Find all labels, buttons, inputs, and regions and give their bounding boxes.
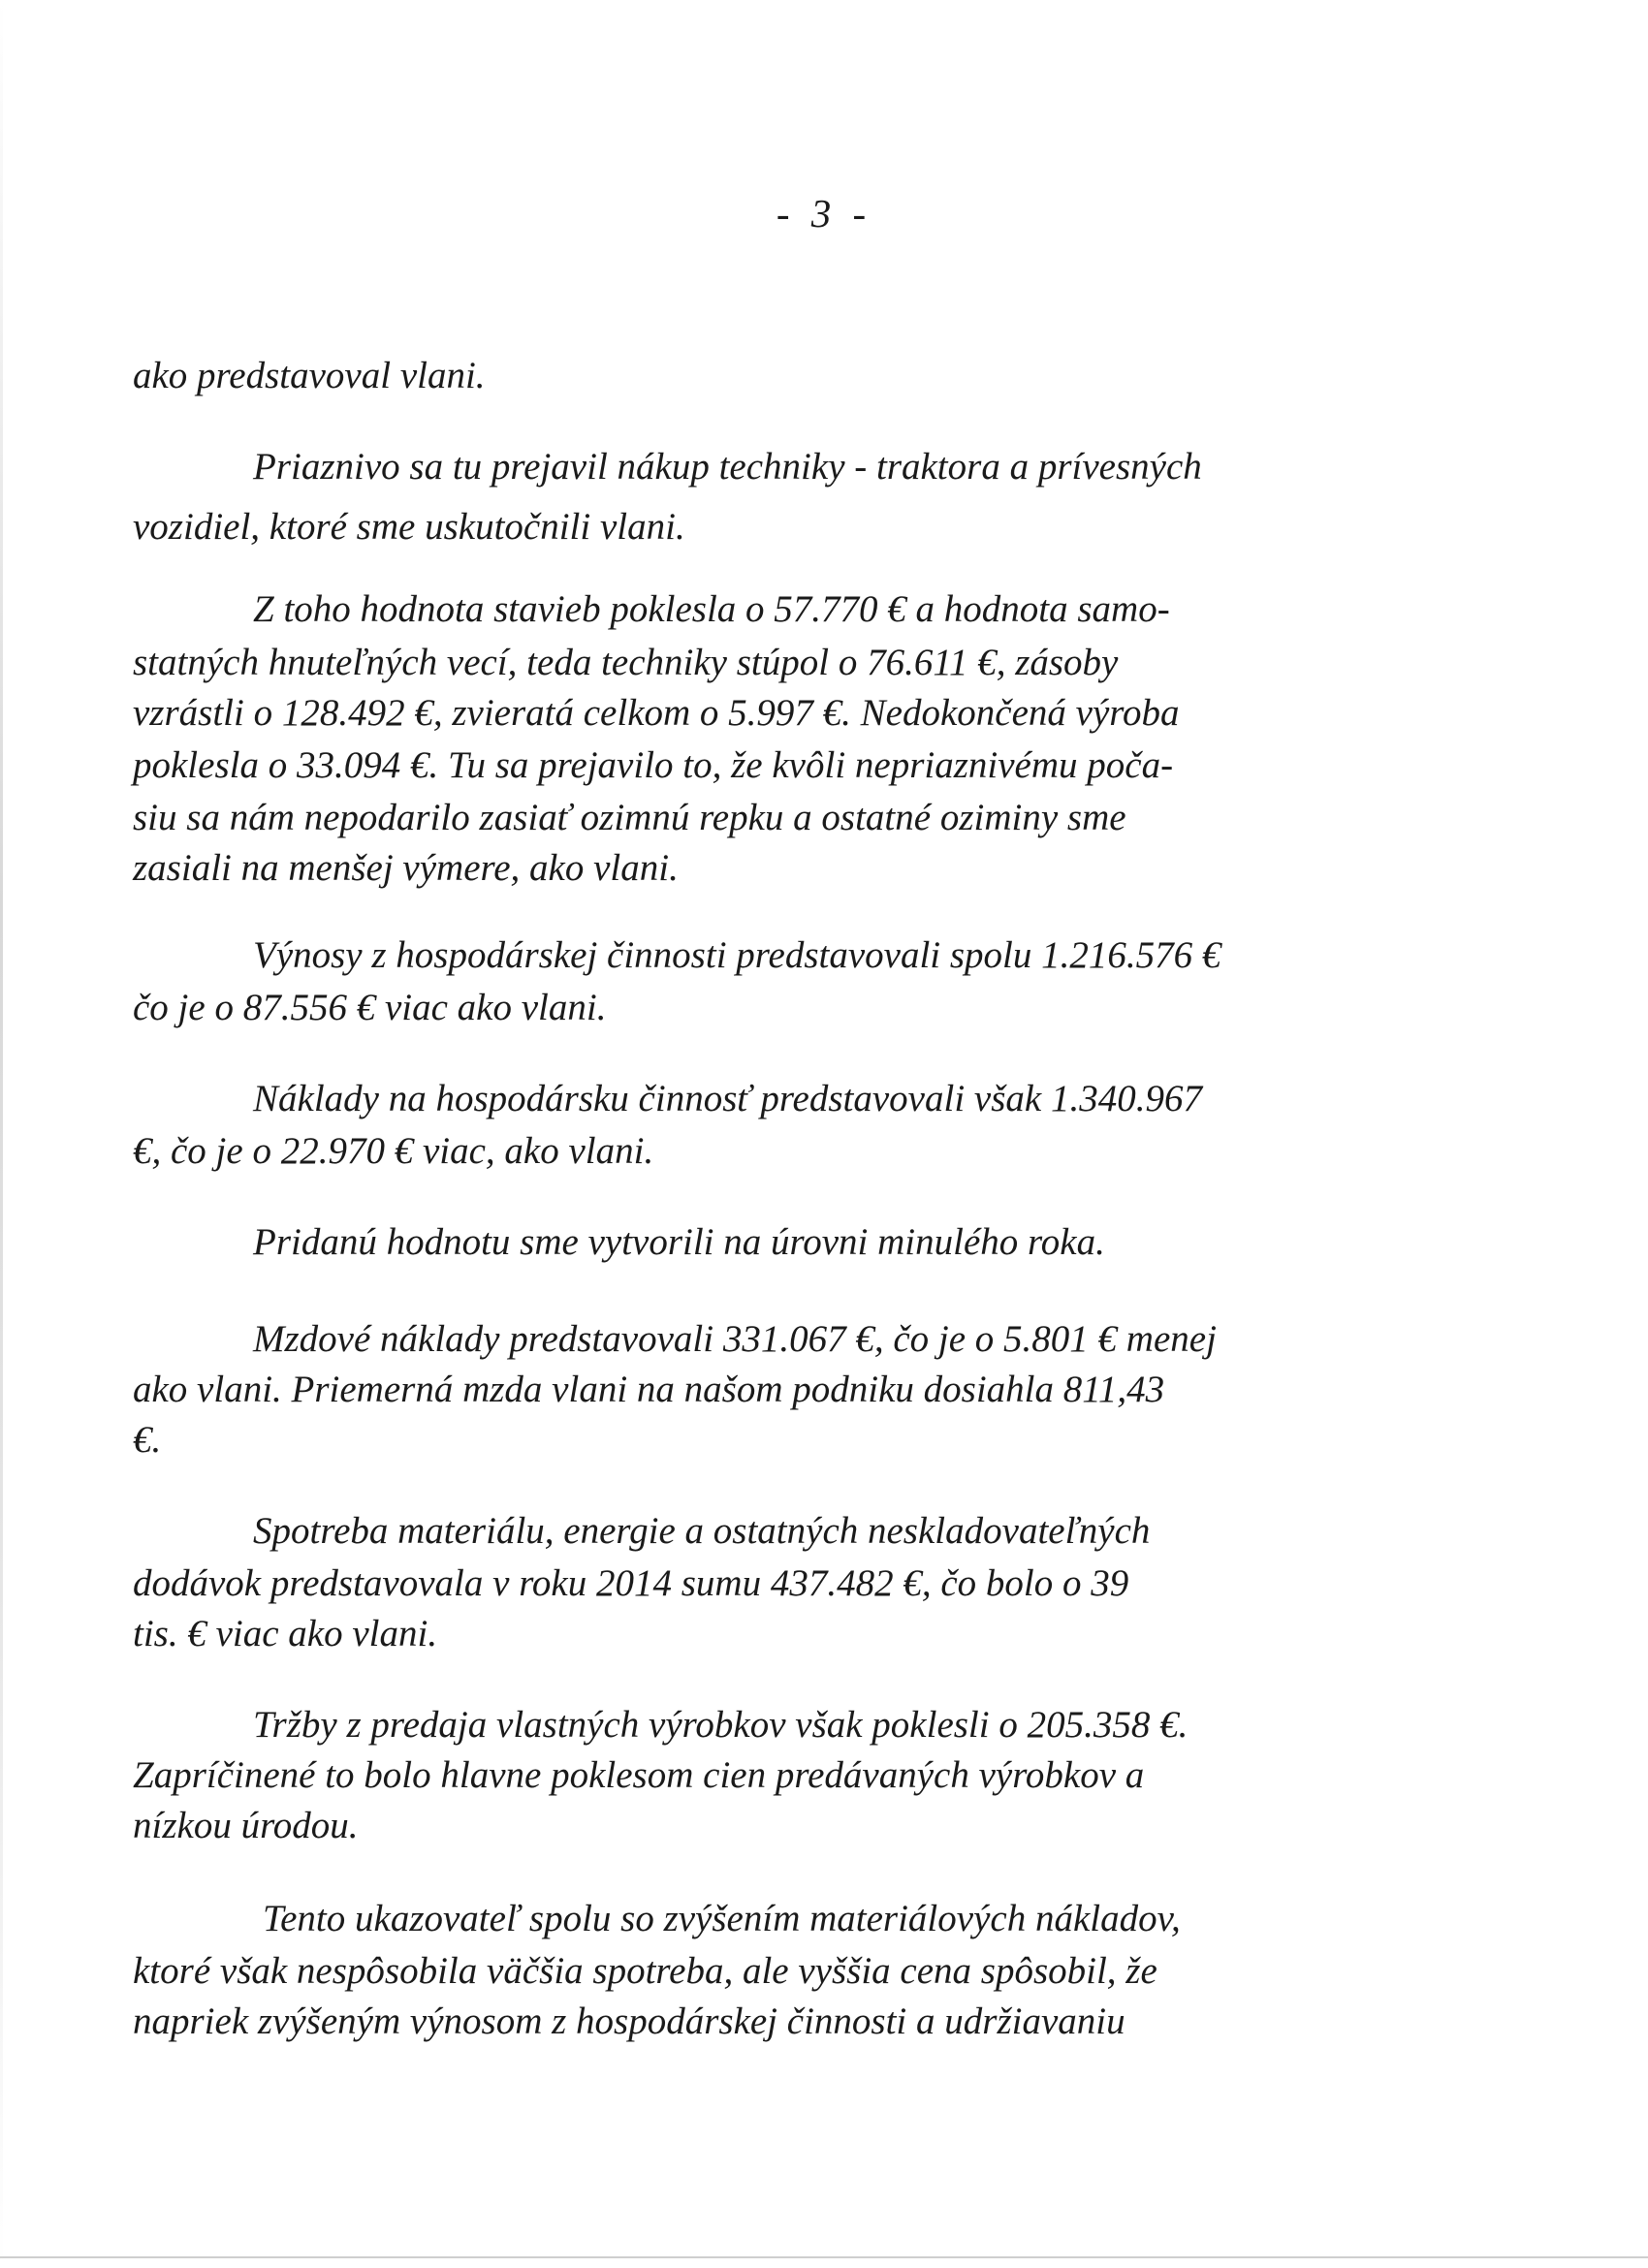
text-line: dodávok predstavovala v roku 2014 sumu 437.482 €, čo bolo o 39: [133, 1562, 1129, 1604]
text-line: Náklady na hospodársku činnosť predstavovali však 1.340.967: [253, 1078, 1202, 1119]
text-line: napriek zvýšeným výnosom z hospodárskej činnosti a udržiavaniu: [133, 2000, 1125, 2042]
page-number: - 3 -: [776, 191, 872, 236]
text-line: Pridanú hodnotu sme vytvorili na úrovni minulého roka.: [253, 1221, 1105, 1263]
text-line: Z toho hodnota stavieb poklesla o 57.770 € a hodnota samo-: [253, 588, 1170, 630]
text-line: ako vlani. Priemerná mzda vlani na našom podniku dosiahla 811,43: [133, 1369, 1165, 1410]
text-line: Priaznivo sa tu prejavil nákup techniky - traktora a prívesných: [253, 446, 1202, 488]
text-line: tis. € viac ako vlani.: [133, 1613, 438, 1654]
text-line: Spotreba materiálu, energie a ostatných neskladovateľných: [253, 1510, 1151, 1552]
text-line: poklesla o 33.094 €. Tu sa prejavilo to, že kvôli nepriaznivému poča-: [133, 744, 1174, 786]
text-line: zasiali na menšej výmere, ako vlani.: [133, 847, 679, 889]
text-line: statných hnuteľných vecí, teda techniky stúpol o 76.611 €, zásoby: [133, 642, 1119, 683]
text-line: vzrástli o 128.492 €, zvieratá celkom o 5.997 €. Nedokončená výroba: [133, 692, 1180, 734]
text-line: Zapríčinené to bolo hlavne poklesom cien predávaných výrobkov a: [133, 1754, 1145, 1796]
text-line: nízkou úrodou.: [133, 1805, 359, 1846]
text-line: Výnosy z hospodárskej činnosti predstavovali spolu 1.216.576 €: [253, 934, 1221, 976]
text-line: Tržby z predaja vlastných výrobkov však poklesli o 205.358 €.: [253, 1704, 1188, 1746]
text-line: ktoré však nespôsobila väčšia spotreba, ale vyššia cena spôsobil, že: [133, 1950, 1157, 1992]
scan-edge-left: [0, 0, 3, 2268]
text-line: ako predstavoval vlani.: [133, 355, 486, 396]
text-line: čo je o 87.556 € viac ako vlani.: [133, 987, 607, 1028]
scan-edge-bottom: [0, 2256, 1648, 2258]
text-line: €, čo je o 22.970 € viac, ako vlani.: [133, 1130, 654, 1172]
text-line: siu sa nám nepodarilo zasiať ozimnú repku a ostatné oziminy sme: [133, 797, 1126, 838]
text-line: Mzdové náklady predstavovali 331.067 €, čo je o 5.801 € menej: [253, 1318, 1217, 1360]
text-line: vozidiel, ktoré sme uskutočnili vlani.: [133, 506, 685, 548]
text-line: €.: [133, 1419, 162, 1461]
text-line: Tento ukazovateľ spolu so zvýšením materiálových nákladov,: [263, 1898, 1181, 1939]
